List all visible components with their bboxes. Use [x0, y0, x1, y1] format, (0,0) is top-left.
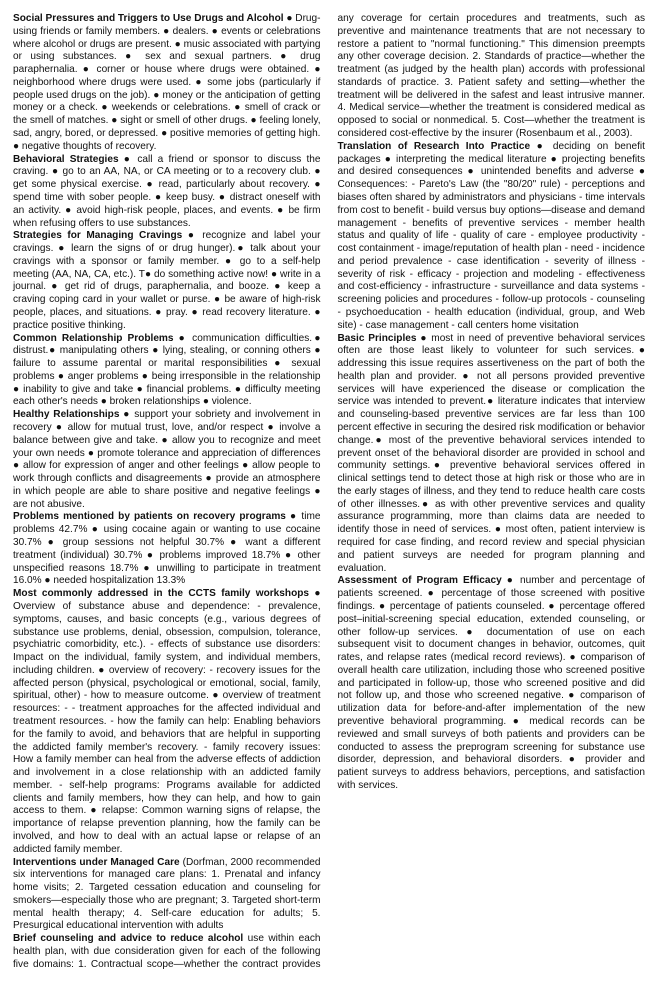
section-body: ● time problems 42.7% ● using cocaine again or wanting to use cocaine 30.7% ● group sessions not helpful 30.7% ● want a different treatment (individual) 30.7% ● problems improved 18.7% ● other unspecified reasons 18.7% ● unwilling to participate in treatment 16.0% ● needed hospitalization 13.3% — [13, 511, 321, 587]
section-title: Assessment of Program Efficacy — [337, 575, 502, 587]
section-translation-research — [338, 141, 646, 333]
section-title: Interventions under Managed Care — [13, 856, 180, 868]
section-basic-principles — [338, 333, 646, 576]
section-behavioral-strategies — [13, 154, 321, 231]
section-title: Social Pressures and Triggers to Use Drugs and Alcohol — [13, 13, 284, 24]
section-title: Most commonly addressed in the CCTS family workshops — [13, 588, 310, 600]
section-body: use within each health plan, with due consideration given for each of the following five domains: 1. Contractual scope—whether the contract provides any coverage for certain procedures and treatments, such as preventive and maintenance treatments that are not necessary to restore a patient to "normal functioning." This dimension preempts any other coverage decision. 2. Standards of practice—whether the treatment (as judged by the health plan) accords with professional standards of practice. 3. Patient safety and setting—whether the treatment will be delivered in the safest and least intrusive manner. 4. Medical service—whether the treatment is considered medical as opposed to social or nonmedical. 5. Cost—whether the treatment is considered cost-effective by the insurer (Rosenbaum et al., 2003). — [13, 13, 645, 970]
section-body: ● recognize and label your cravings. ● learn the signs of or drug hunger).● talk about your cravings with a sponsor or family member. ● go to a self-help meeting (AA, NA, CA, etc.). T● do something active now! ● write in a journal. ● get rid of drugs, paraphernalia, and booze. ● keep a craving coping card in your wallet or purse. ● be aware of high-risk people, places, and situations. ● pray. ● read recovery literature. ● practice positive thinking. — [13, 230, 321, 331]
section-title: Common Relationship Problems — [13, 332, 174, 344]
section-social-pressures — [13, 13, 321, 154]
section-relationship-problems — [13, 333, 321, 410]
section-title: Strategies for Managing Cravings — [13, 230, 183, 242]
section-program-efficacy — [338, 575, 646, 792]
section-body: ● number and percentage of patients screened. ● percentage of those screened with positive findings. ● percentage of patients counseled. ● percentage offered post–initial-screening special education, extended counseling, or other follow-up services. ● documentation of use on each subsequent visit to document changes in behavior, outcomes, quit rates, and relapse rates (medical record reviews). ● comparison of overall health care utilization, including those who screened positive and participated in follow-up, those who screened positive and did not follow up, and those who screened negative. ● comparison of utilization data for before-and-after implementation of the new preventive behavioral programming. ● medical records can be reviewed and small surveys of both patients and providers can be conducted to assess the preprogram screening for substance use disorder, depression, and behavioral disorders. ● provider and patient surveys to address behaviors, perceptions, and satisfaction with services. — [337, 575, 645, 791]
section-ccts-workshops — [13, 588, 321, 856]
section-problems-mentioned — [13, 511, 321, 588]
section-body: ● communication difficulties.● distrust.● manipulating others ● lying, stealing, or conning others ● failure to assume parental or marital responsibilities ● sexual problems ● anger problems ● being irresponsible in the relationship ● inability to give and take ● financial problems. ● difficulty meeting each other's needs ● broken relationships ● violence. — [13, 332, 321, 408]
section-title: Problems mentioned by patients on recovery programs — [13, 511, 286, 523]
section-managed-care — [13, 857, 321, 934]
section-managing-cravings — [13, 230, 321, 332]
section-body: (Dorfman, 2000 recommended six interventions for managed care plans: 1. Prenatal and infancy home visits; 2. Targeted cessation education and counseling for smokers—especially those who are pregnant; 3. Targeted short-term mental health therapy; 4. Self-care education for adults; 5. Presurgical educational intervention with adults — [13, 856, 321, 932]
section-title: Translation of Research Into Practice — [337, 140, 531, 152]
section-title: Brief counseling and advice to reduce alcohol — [13, 933, 244, 945]
section-body: ● call a friend or sponsor to discuss the craving. ● go to an AA, NA, or CA meeting or to a recovery club. ● get some physical exercise. ● read, particularly about recovery. ● spend time with sober people. ● keep busy. ● distract oneself with an activity. ● avoid high-risk people, places, and events. ● be firm when refusing offers to use substances. — [13, 153, 321, 229]
document-page — [13, 13, 645, 975]
section-healthy-relationships — [13, 409, 321, 511]
section-body: ● deciding on benefit packages ● interpreting the medical literature ● projecting benefits and desired consequences ● unintended benefits and adverse ● Consequences: - Pareto's Law (the "80/20" rule) - perceptions and biases often shared by administrators and physicians - time intervals from cost to benefit - build versus buy options—disease and demand management - benefits of preventive services - member health status and quality of life - quality of care - employee productivity - cost containment - image/reputation of health plan - need - incidence and period prevalence - case identification - severity of illness - severity of risk - efficacy - projection and modeling - effectiveness and cost-efficiency - infrastructure - surveillance and data systems - screening policies and procedures - follow-up protocols - counseling - psychoeducation - health education (individual, group, and Web site) - case management - call centers home visitation — [337, 140, 645, 331]
section-title: Behavioral Strategies — [13, 153, 119, 165]
section-body: ● support your sobriety and involvement in recovery ● allow for mutual trust, love, and/or respect ● involve a balance between give and take. ● allow you to recognize and meet your own needs ● promote tolerance and appreciation of differences ● allow for expression of anger and other feelings ● allow people to work through conflicts and disagreements ● provide an atmosphere in which people are able to share positive and negative feelings ● are not abusive. — [13, 409, 321, 510]
section-title: Basic Principles — [337, 332, 417, 344]
section-title: Healthy Relationships — [13, 409, 120, 421]
section-body: ● Overview of substance abuse and dependence: - prevalence, symptoms, causes, and basic concepts (e.g., various degrees of substance use problems, denial, obsession, compulsion, tolerance, psychiatric comorbidity, etc.). - effects of substance use disorders: Impact on the individual, family system, and individual members, including children. ● overview of recovery: - recovery issues for the affected person (physical, psychological or emotional, social, family, spiritual, other) - how to measure outcome. ● overview of treatment resources: - - treatment approaches for the affected individual and treatment resources. - how the family can help: Enabling behaviors for the family to avoid, and behaviors that are helpful in supporting the addicted family member's recovery. - family recovery issues: How a family member can heal from the adverse effects of addiction and involvement in a close relationship with an addicted family member. - self-help programs: Programs available for addicted clients and family members, how they can help, and how to gain access to them. ● relapse: Common warning signs of relapse, the importance of relapse prevention planning, how the family can be involved, and how to deal with an actual lapse or relapse of an addicted family member. — [13, 588, 321, 855]
section-body: ● Drug-using friends or family members. ● dealers. ● events or celebrations where alcohol or drugs are present. ● music associated with partying or using substances. ● sex and sexual partners. ● drug paraphernalia. ● corner or house where drugs were obtained. ● neighborhood where drugs were used. ● some jobs (particularly if people used drugs on the job). ● money or the anticipation of getting money or a check. ● weekends or celebrations. ● smell of crack or the smell of matches. ● sight or smell of other drugs. ● feeling lonely, sad, angry, bored, or depressed. ● positive memories of getting high. ● negative thoughts of recovery. — [13, 13, 321, 152]
section-body: ● most in need of preventive behavioral services often are those least likely to volunteer for such services.● addressing this issue requires assertiveness on the part of both the health plan and provider. ● not all persons provided preventive services will have experienced the disease or complication the service was intended to prevent.● literature indicates that interview and counseling-based preventive services are far less than 100 percent effective in securing the desired risk modification or behavior change.● most of the preventive behavioral services intended to prevent onset of the behavioral disorder are provided in school and community settings.● preventive behavioral services offered in clinical settings tend to detect those at high risk or those who are in the early stages of illness, and they tend to reduce health care costs of other illnesses.● as with other preventive services and quality assurance programming, more than claims data are needed to identify those in need of services. ● most often, patient interview is required for case finding, and record review and special physician and patient surveys are needed for program planning and evaluation. — [337, 332, 645, 574]
